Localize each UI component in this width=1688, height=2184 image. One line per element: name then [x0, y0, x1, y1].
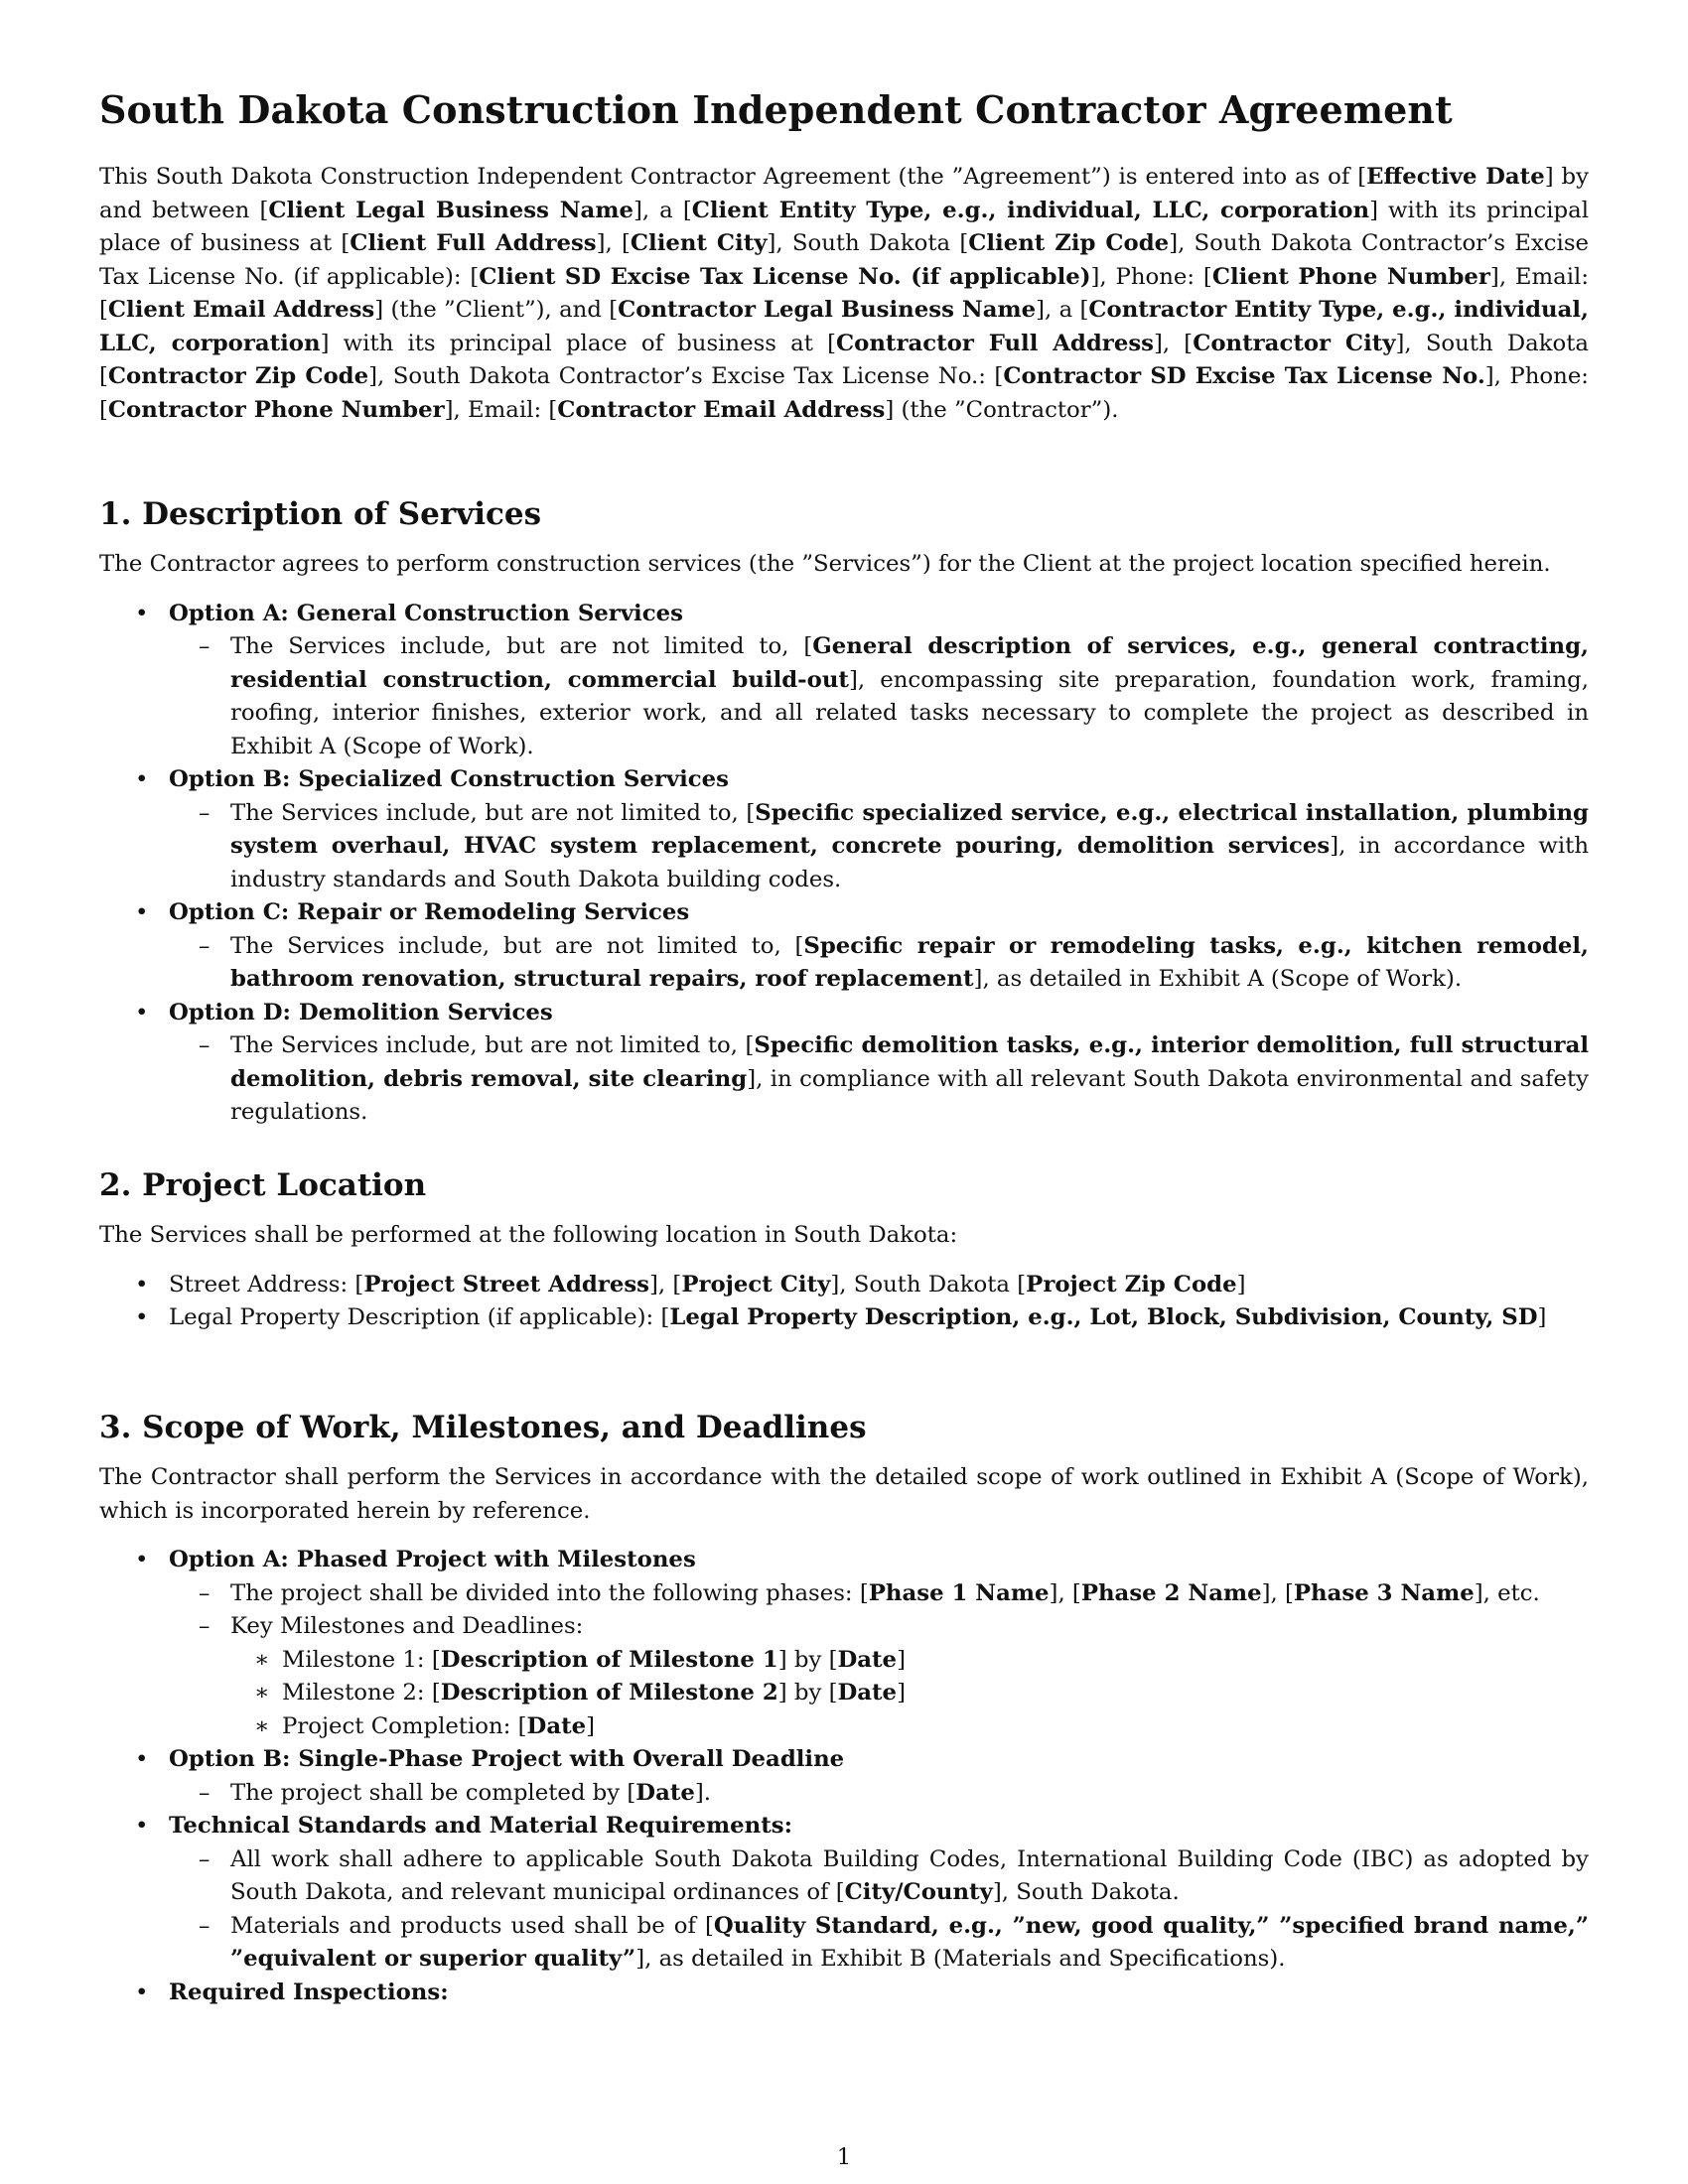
item-placeholder: Date [526, 1712, 587, 1739]
intro-placeholder: Client Email Address [107, 297, 375, 323]
bullet-marker: • [135, 1979, 149, 2005]
list-item [169, 1577, 1589, 1611]
section-lead: The Services shall be performed at the following location in South Dakota: [99, 1222, 958, 1248]
scope-list [99, 1544, 1589, 2009]
option-label: Option C: Repair or Remodeling Services [169, 899, 690, 925]
document-title: South Dakota Construction Independent Contractor Agreement [99, 87, 1453, 132]
item-placeholder: Description of Milestone 2 [440, 1680, 778, 1706]
section-heading: 3. Scope of Work, Milestones, and Deadlines [99, 1410, 867, 1445]
bullet-marker: • [135, 600, 149, 626]
intro-placeholder: Client Legal Business Name [268, 197, 633, 223]
intro-paragraph [99, 161, 1589, 427]
star-marker: ∗ [254, 1680, 270, 1706]
intro-placeholder: Contractor Email Address [557, 396, 886, 423]
dash-marker: – [199, 1579, 211, 1606]
dash-marker: – [199, 1613, 211, 1639]
item-text: ]. [694, 1779, 712, 1806]
list-item [99, 763, 1589, 896]
option-label: Option B: Single-Phase Project with Overall Deadline [169, 1746, 845, 1772]
list-item [230, 1644, 1589, 1678]
bullet-marker: • [135, 1271, 149, 1297]
item-text: Key Milestones and Deadlines: [230, 1613, 584, 1639]
milestone-list [230, 1644, 1589, 1744]
intro-text: ], Email: [ [99, 263, 1589, 323]
sub-list [169, 630, 1589, 763]
item-text: ] [1236, 1271, 1246, 1297]
dash-marker: – [199, 932, 211, 959]
item-text: ], South Dakota. [992, 1879, 1180, 1905]
item-text: ], etc. [1474, 1579, 1540, 1606]
list-item [99, 598, 1589, 764]
item-placeholder: Quality Standard, e.g., ”new, good quality,” ”specified brand name,” ”equivalent or superior quality” [230, 1912, 1589, 1972]
item-text: Legal Property Description (if applicable): [ [169, 1304, 670, 1330]
item-text: ], as detailed in Exhibit A (Scope of Work). [973, 966, 1463, 992]
sub-list [169, 1843, 1589, 1977]
item-text: ] [897, 1646, 906, 1673]
section-heading: 1. Description of Services [99, 496, 542, 532]
list-item [99, 1269, 1589, 1302]
list-item [99, 1810, 1589, 1977]
list-item [169, 1029, 1589, 1130]
sub-list [169, 1777, 1589, 1811]
item-placeholder: Specific specialized service, e.g., electrical installation, plumbing system overhaul, HVAC system replacement, concrete pouring, demolition services [230, 799, 1589, 859]
section-description-of-services [99, 496, 1589, 1130]
intro-placeholder: Contractor SD Excise Tax License No. [1003, 363, 1485, 389]
item-text: The Services include, but are not limited to, [ [230, 799, 756, 826]
list-item [169, 1610, 1589, 1743]
intro-placeholder: Contractor Legal Business Name [618, 297, 1037, 323]
intro-text: ] with its principal place of business at [ [99, 197, 1589, 256]
item-text: ] by [ [777, 1680, 838, 1706]
item-text: Street Address: [ [169, 1271, 364, 1297]
intro-placeholder: Contractor Full Address [835, 330, 1154, 356]
bullet-marker: • [135, 899, 149, 925]
option-label: Option A: General Construction Services [169, 600, 683, 626]
item-placeholder: Date [635, 1779, 695, 1806]
list-item [99, 1544, 1589, 1743]
sub-list [169, 797, 1589, 897]
dash-marker: – [199, 799, 211, 826]
item-text: ], in compliance with all relevant South Dakota environmental and safety regulations. [230, 1065, 1589, 1125]
list-item [230, 1710, 1589, 1744]
item-placeholder: Description of Milestone 1 [440, 1646, 778, 1673]
intro-text: ], Phone: [ [1090, 263, 1212, 290]
list-item [99, 1301, 1589, 1335]
item-text: The Services include, but are not limited to, [ [230, 932, 804, 959]
intro-placeholder: Client City [630, 230, 768, 256]
section-project-location [99, 1167, 1589, 1335]
item-text: ] by [ [777, 1646, 838, 1673]
star-marker: ∗ [254, 1646, 270, 1673]
item-text: The project shall be divided into the following phases: [ [230, 1579, 869, 1606]
intro-placeholder: Effective Date [1366, 164, 1545, 190]
item-placeholder: Legal Property Description, e.g., Lot, Block, Subdivision, County, SD [669, 1304, 1538, 1330]
intro-text: ] (the ”Contractor”). [885, 396, 1119, 423]
intro-placeholder: Client Zip Code [968, 230, 1170, 256]
list-item [230, 1677, 1589, 1710]
item-placeholder: Phase 1 Name [868, 1579, 1050, 1606]
list-item [169, 1910, 1589, 1977]
list-item [99, 1743, 1589, 1810]
intro-text: ], a [ [633, 197, 692, 223]
intro-text: ], South Dakota Contractor’s Excise Tax License No.: [ [368, 363, 1004, 389]
intro-text: ] (the ”Client”), and [ [374, 297, 619, 323]
section-scope-of-work [99, 1410, 1589, 2009]
item-text: Milestone 2: [ [282, 1680, 441, 1706]
item-text: Project Completion: [ [282, 1712, 527, 1739]
item-text: The Services include, but are not limited to, [ [230, 1032, 755, 1058]
dash-marker: – [199, 633, 211, 659]
intro-placeholder: Client SD Excise Tax License No. (if applicable) [479, 263, 1091, 290]
section-lead: The Contractor shall perform the Services in accordance with the detailed scope of work outlined in Exhibit A (Scope of Work), which is incorporated herein by reference. [99, 1464, 1589, 1524]
item-text: Milestone 1: [ [282, 1646, 441, 1673]
intro-text: ], a [ [1036, 297, 1089, 323]
item-placeholder: Phase 3 Name [1293, 1579, 1475, 1606]
intro-text: This South Dakota Construction Independent Contractor Agreement (the ”Agreement”) is entered into as of [ [99, 164, 1367, 190]
item-text: ] [897, 1680, 906, 1706]
intro-text: ], [ [596, 230, 631, 256]
intro-placeholder: Contractor Phone Number [107, 396, 445, 423]
section-lead: The Contractor agrees to perform construction services (the ”Services”) for the Client at the project location specified herein. [99, 551, 1551, 577]
option-label: Technical Standards and Material Requirements: [169, 1813, 792, 1839]
item-text: ], encompassing site preparation, foundation work, framing, roofing, interior finishes, exterior work, and all related tasks necessary to complete the project as described in Exhibit A (Scope of Work). [230, 666, 1589, 759]
location-list [99, 1269, 1589, 1335]
option-label: Option B: Specialized Construction Services [169, 766, 729, 792]
list-item [99, 896, 1589, 997]
intro-text: ], Phone: [ [99, 363, 1589, 423]
dash-marker: – [199, 1845, 211, 1872]
intro-text: ], South Dakota [ [767, 230, 969, 256]
item-text: The Services include, but are not limited to, [ [230, 633, 813, 659]
section-heading: 2. Project Location [99, 1167, 427, 1203]
bullet-marker: • [135, 1813, 149, 1839]
list-item [99, 1977, 1589, 2010]
item-placeholder: Specific demolition tasks, e.g., interior demolition, full structural demolition, debris removal, site clearing [230, 1032, 1589, 1092]
item-placeholder: City/County [844, 1879, 993, 1905]
bullet-marker: • [135, 1547, 149, 1572]
list-item [169, 930, 1589, 997]
page-number: 1 [836, 2144, 852, 2170]
sub-list [169, 930, 1589, 997]
item-text: ], South Dakota [ [830, 1271, 1027, 1297]
list-item [169, 630, 1589, 763]
intro-placeholder: Client Entity Type, e.g., individual, LLC, corporation [691, 197, 1370, 223]
intro-placeholder: Client Full Address [350, 230, 597, 256]
services-options-list [99, 598, 1589, 1130]
intro-text: ], Email: [ [444, 396, 558, 423]
item-placeholder: Date [837, 1680, 898, 1706]
intro-text: ] with its principal place of business at [ [320, 330, 836, 356]
item-placeholder: Project Street Address [363, 1271, 650, 1297]
item-placeholder: Phase 2 Name [1080, 1579, 1262, 1606]
option-label: Required Inspections: [169, 1979, 449, 2005]
item-placeholder: Date [837, 1646, 898, 1673]
item-text: All work shall adhere to applicable South Dakota Building Codes, International Building Code (IBC) as adopted by South Dakota, and relevant municipal ordinances of [ [230, 1845, 1589, 1905]
item-placeholder: Specific repair or remodeling tasks, e.g., kitchen remodel, bathroom renovation, structural repairs, roof replacement [230, 932, 1589, 992]
item-text: Materials and products used shall be of [ [230, 1912, 714, 1939]
star-marker: ∗ [254, 1712, 270, 1739]
item-placeholder: General description of services, e.g., general contracting, residential construction, commercial build-out [230, 633, 1589, 693]
dash-marker: – [199, 1032, 211, 1058]
intro-text: ], [ [1154, 330, 1194, 356]
item-text: The project shall be completed by [ [230, 1779, 636, 1806]
bullet-marker: • [135, 999, 149, 1025]
intro-placeholder: Contractor Entity Type, e.g., individual, LLC, corporation [99, 297, 1589, 356]
sub-list [169, 1577, 1589, 1744]
item-text: ], [ [649, 1271, 682, 1297]
dash-marker: – [199, 1779, 211, 1806]
option-label: Option D: Demolition Services [169, 999, 553, 1025]
item-text: ], in accordance with industry standards and South Dakota building codes. [230, 833, 1590, 892]
item-text: ], [ [1261, 1579, 1294, 1606]
bullet-marker: • [135, 766, 149, 792]
option-label: Option A: Phased Project with Milestones [169, 1547, 696, 1572]
item-text: ] [586, 1712, 596, 1739]
list-item [99, 997, 1589, 1130]
item-placeholder: Project City [681, 1271, 831, 1297]
intro-text: ], South Dakota [ [99, 330, 1590, 389]
sub-list [169, 1029, 1589, 1130]
item-text: ], [ [1049, 1579, 1081, 1606]
dash-marker: – [199, 1912, 211, 1939]
list-item [169, 797, 1589, 897]
intro-text: ], South Dakota Contractor’s Excise Tax License No. (if applicable): [ [99, 230, 1590, 290]
item-placeholder: Project Zip Code [1026, 1271, 1237, 1297]
intro-placeholder: Contractor City [1193, 330, 1396, 356]
list-item [169, 1777, 1589, 1811]
list-item [169, 1843, 1589, 1910]
bullet-marker: • [135, 1304, 149, 1330]
item-text: ], as detailed in Exhibit B (Materials and Specifications). [635, 1946, 1286, 1972]
intro-text: ] by and between [ [99, 164, 1589, 223]
bullet-marker: • [135, 1746, 149, 1772]
item-text: ] [1537, 1304, 1547, 1330]
intro-placeholder: Client Phone Number [1211, 263, 1490, 290]
intro-placeholder: Contractor Zip Code [107, 363, 369, 389]
